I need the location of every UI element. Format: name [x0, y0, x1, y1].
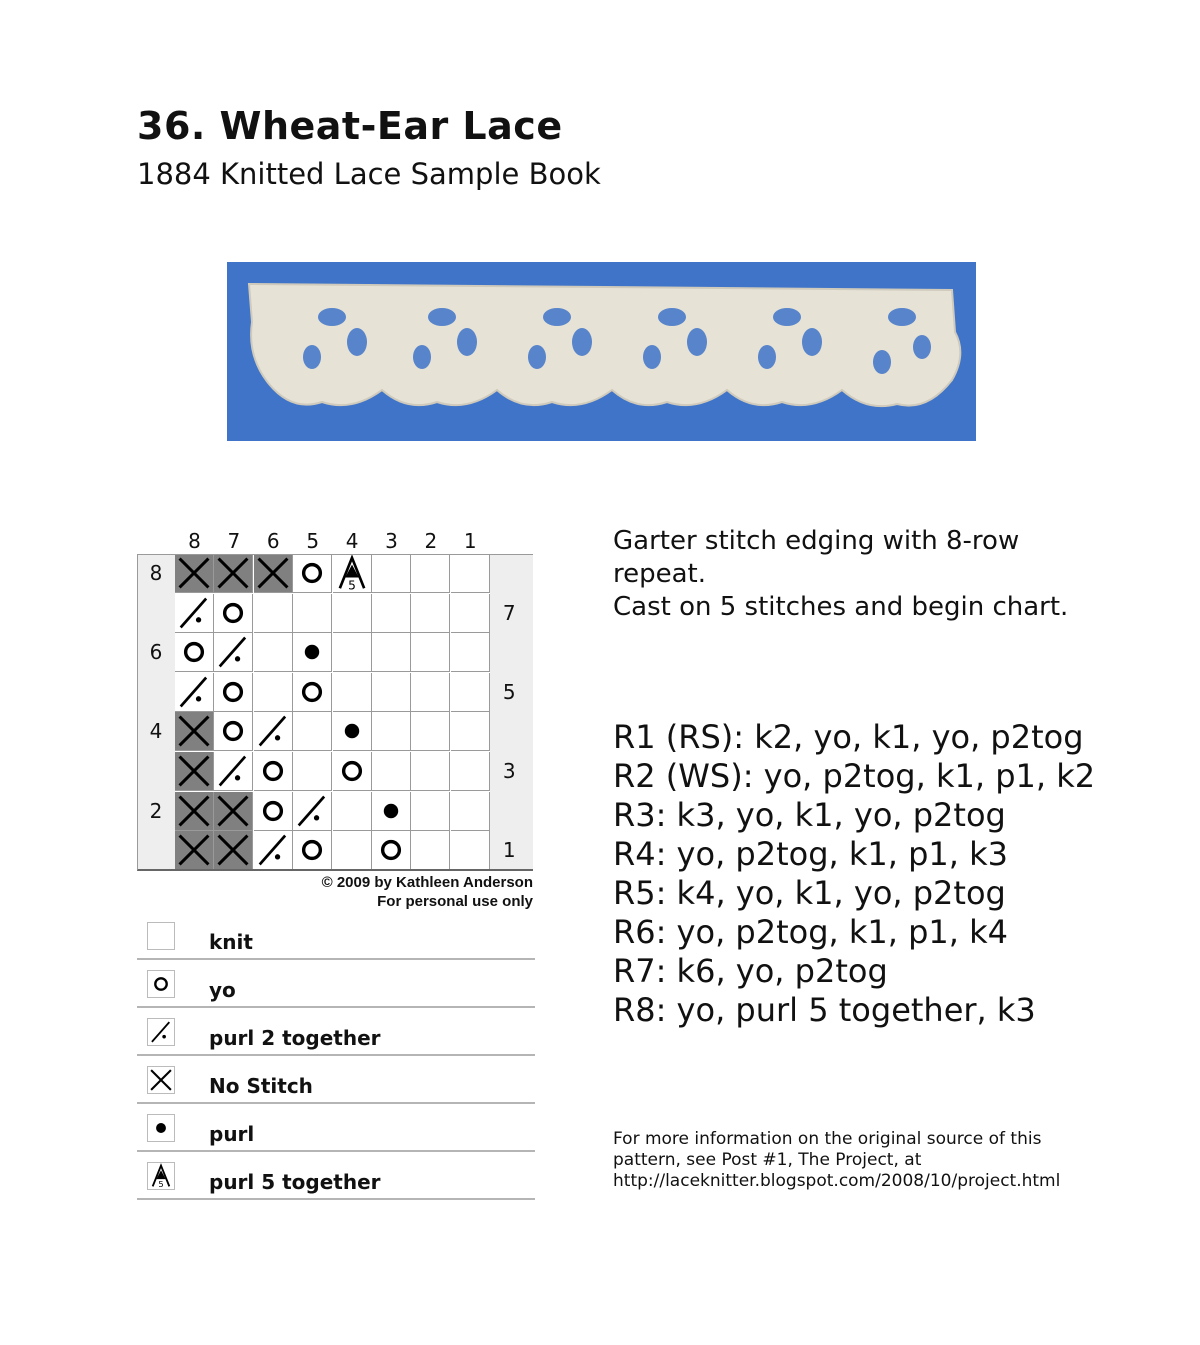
chart-cell-knit: [372, 712, 411, 751]
row-instruction: R4: yo, p2tog, k1, p1, k3: [613, 835, 1008, 873]
none-icon: [147, 1066, 175, 1094]
legend-label: purl 2 together: [209, 1026, 381, 1050]
chart-cell-knit: [372, 633, 411, 672]
chart-cell-yo: [175, 633, 214, 672]
page-title: 36. Wheat-Ear Lace: [137, 104, 563, 148]
chart-cell-none: [214, 831, 253, 870]
p5tog-icon: [147, 1162, 175, 1190]
row-number: 3: [502, 759, 516, 783]
chart-cell-knit: [372, 752, 411, 791]
column-number: 4: [345, 529, 359, 553]
chart-cell-p2tog: [214, 633, 253, 672]
column-number: 7: [227, 529, 241, 553]
row-instruction: R5: k4, yo, k1, yo, p2tog: [613, 874, 1006, 912]
p2tog-icon: [147, 1018, 175, 1046]
chart-legend: [137, 912, 535, 1200]
legend-label: knit: [209, 930, 253, 954]
purl-icon: [147, 1114, 175, 1142]
legend-label: No Stitch: [209, 1074, 313, 1098]
copyright-line: © 2009 by Kathleen Anderson: [321, 874, 533, 891]
chart-cell-knit: [451, 831, 490, 870]
chart-cell-knit: [411, 673, 450, 712]
chart-cell-knit: [372, 594, 411, 633]
chart-cell-purl: [293, 633, 332, 672]
chart-cell-none: [214, 554, 253, 593]
row-number: 5: [502, 679, 516, 704]
chart-cell-yo: [214, 712, 253, 751]
chart-cell-p2tog: [175, 673, 214, 712]
chart-cell-knit: [254, 594, 293, 633]
chart-cell-knit: [254, 633, 293, 672]
column-number: 8: [188, 529, 201, 553]
chart-cell-p2tog: [254, 831, 293, 870]
column-number: 1: [463, 529, 477, 553]
chart-cell-knit: [411, 792, 450, 831]
legend-item: [137, 1104, 535, 1152]
personal-use-line: For personal use only: [377, 893, 533, 910]
chart-cell-none: [254, 554, 293, 593]
intro-line: Garter stitch edging with 8-row: [613, 526, 1020, 556]
yo-icon: [147, 970, 175, 998]
chart-cell-none: [175, 712, 214, 751]
source-line: For more information on the original source of this: [613, 1129, 1042, 1149]
page-subtitle: 1884 Knitted Lace Sample Book: [137, 157, 601, 191]
svg-text:5: 5: [158, 1179, 164, 1189]
legend-label: purl: [209, 1122, 255, 1146]
chart-cell-yo: [372, 831, 411, 870]
chart-cell-knit: [451, 673, 490, 712]
row-instruction: R6: yo, p2tog, k1, p1, k4: [613, 913, 1008, 951]
chart-cell-knit: [333, 673, 372, 712]
stitch-chart: [137, 530, 533, 870]
chart-cell-p2tog: [254, 712, 293, 751]
legend-item: [137, 960, 535, 1008]
chart-cell-knit: [411, 752, 450, 791]
column-number: 2: [424, 529, 438, 553]
row-number: 4: [149, 719, 163, 744]
chart-cell-knit: [293, 752, 332, 791]
chart-cell-yo: [214, 594, 253, 633]
chart-cell-knit: [411, 554, 450, 593]
chart-cell-yo: [333, 752, 372, 791]
row-instruction: R8: yo, purl 5 together, k3: [613, 991, 1036, 1029]
chart-cell-knit: [293, 712, 332, 751]
svg-text:5: 5: [347, 578, 356, 592]
chart-cell-knit: [411, 712, 450, 751]
chart-cell-knit: [333, 831, 372, 870]
knit-icon: [147, 922, 175, 950]
row-instruction: R3: k3, yo, k1, yo, p2tog: [613, 796, 1006, 834]
row-number: 8: [149, 561, 163, 585]
row-instructions: [613, 718, 1095, 1030]
intro-line: Cast on 5 stitches and begin chart.: [613, 592, 1069, 622]
chart-cell-knit: [293, 594, 332, 633]
chart-cell-purl: [333, 712, 372, 751]
legend-item: [137, 912, 535, 960]
row-number: 6: [149, 640, 163, 665]
chart-cell-knit: [451, 594, 490, 633]
legend-label: purl 5 together: [209, 1170, 381, 1194]
column-number: 6: [266, 529, 280, 553]
chart-cell-knit: [372, 554, 411, 593]
chart-cell-none: [175, 831, 214, 870]
chart-cell-knit: [333, 633, 372, 672]
chart-copyright: [137, 873, 533, 911]
chart-cell-yo: [293, 554, 332, 593]
legend-item: [137, 1152, 535, 1200]
chart-cell-knit: [333, 594, 372, 633]
chart-cell-none: [214, 792, 253, 831]
row-instruction: R7: k6, yo, p2tog: [613, 952, 888, 990]
intro-line: repeat.: [613, 559, 707, 589]
legend-item: [137, 1056, 535, 1104]
legend-item: [137, 1008, 535, 1056]
chart-cell-knit: [254, 673, 293, 712]
chart-cell-yo: [254, 752, 293, 791]
chart-cell-knit: [411, 831, 450, 870]
chart-cell-knit: [451, 792, 490, 831]
chart-cell-yo: [214, 673, 253, 712]
chart-cell-none: [175, 752, 214, 791]
source-line: pattern, see Post #1, The Project, at: [613, 1150, 922, 1170]
chart-cell-p5tog: [333, 554, 372, 593]
source-url: http://laceknitter.blogspot.com/2008/10/project.html: [613, 1171, 1061, 1191]
chart-cell-knit: [451, 554, 490, 593]
row-number: 1: [502, 838, 516, 863]
chart-cell-yo: [293, 673, 332, 712]
chart-cell-knit: [451, 712, 490, 751]
chart-cell-knit: [451, 633, 490, 672]
chart-cell-knit: [372, 673, 411, 712]
column-number: 3: [385, 529, 398, 553]
pattern-intro: [613, 525, 1093, 624]
legend-label: yo: [209, 978, 236, 1002]
chart-cell-knit: [411, 633, 450, 672]
row-number: 2: [149, 798, 163, 823]
chart-cell-knit: [333, 792, 372, 831]
row-number: 7: [502, 600, 516, 625]
chart-cell-purl: [372, 792, 411, 831]
chart-cell-knit: [451, 752, 490, 791]
source-note: [613, 1129, 1060, 1192]
chart-cell-p2tog: [175, 594, 214, 633]
chart-cell-none: [175, 554, 214, 593]
chart-cell-none: [175, 792, 214, 831]
row-instruction: R2 (WS): yo, p2tog, k1, p1, k2: [613, 757, 1096, 795]
lace-sample-photo: [227, 262, 976, 441]
chart-cell-yo: [254, 792, 293, 831]
chart-cell-yo: [293, 831, 332, 870]
chart-cell-p2tog: [214, 752, 253, 791]
row-instruction: R1 (RS): k2, yo, k1, yo, p2tog: [613, 718, 1084, 756]
chart-cell-p2tog: [293, 792, 332, 831]
chart-cell-knit: [411, 594, 450, 633]
column-number: 5: [306, 529, 320, 553]
